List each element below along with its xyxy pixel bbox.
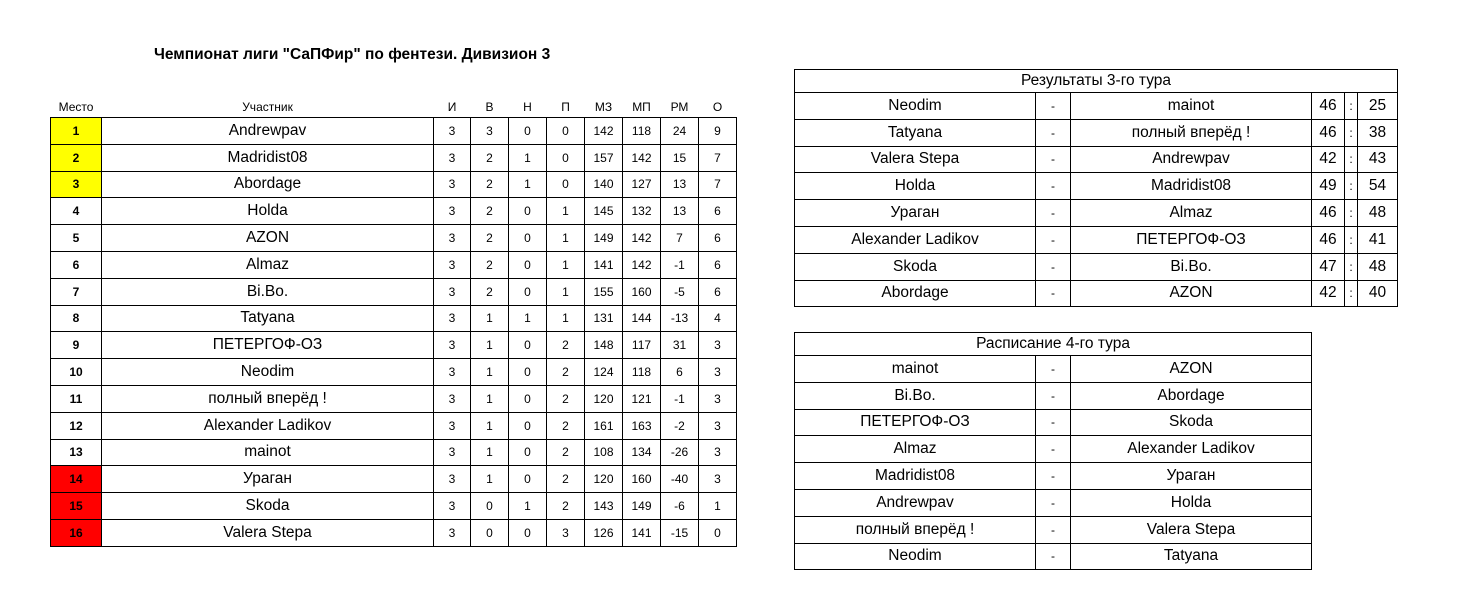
losses-cell: 1 [547, 278, 585, 305]
wins-cell: 0 [471, 493, 509, 520]
draws-cell: 0 [509, 385, 547, 412]
home-team-cell: mainot [795, 356, 1036, 383]
goals-against-cell: 118 [623, 118, 661, 145]
draws-cell: 0 [509, 412, 547, 439]
away-team-cell: Bi.Bo. [1071, 253, 1312, 280]
header-wins: В [485, 99, 494, 114]
place-cell: 10 [51, 359, 102, 386]
results-title: Результаты 3-го тура [795, 70, 1398, 93]
participant-cell: Almaz [102, 251, 434, 278]
separator-cell: - [1036, 253, 1071, 280]
schedule-row [795, 543, 1312, 570]
colon-cell: : [1345, 200, 1358, 227]
result-row [795, 200, 1398, 227]
goal-diff-cell: -6 [661, 493, 699, 520]
header-losses: П [561, 99, 570, 114]
away-team-cell: ПЕТЕРГОФ-ОЗ [1071, 226, 1312, 253]
place-cell: 3 [51, 171, 102, 198]
goals-against-cell: 142 [623, 251, 661, 278]
draws-cell: 1 [509, 171, 547, 198]
goal-diff-cell: -1 [661, 385, 699, 412]
participant-cell: Tatyana [102, 305, 434, 332]
colon-cell: : [1345, 173, 1358, 200]
separator-cell: - [1036, 356, 1071, 383]
place-cell: 14 [51, 466, 102, 493]
separator-cell: - [1036, 382, 1071, 409]
header-games: И [447, 99, 457, 114]
page-title: Чемпионат лиги "СаПФир" по фентези. Дивизион 3 [154, 46, 551, 63]
place-cell: 5 [51, 225, 102, 252]
wins-cell: 2 [471, 171, 509, 198]
away-team-cell: Skoda [1071, 409, 1312, 436]
draws-cell: 0 [509, 225, 547, 252]
separator-cell: - [1036, 200, 1071, 227]
schedule-row [795, 516, 1312, 543]
home-team-cell: Madridist08 [795, 463, 1036, 490]
standings-row [51, 439, 737, 466]
place-cell: 13 [51, 439, 102, 466]
goal-diff-cell: 7 [661, 225, 699, 252]
goal-diff-cell: -40 [661, 466, 699, 493]
away-team-cell: Almaz [1071, 200, 1312, 227]
colon-cell: : [1345, 119, 1358, 146]
home-team-cell: ПЕТЕРГОФ-ОЗ [795, 409, 1036, 436]
away-score-cell: 40 [1358, 280, 1398, 307]
home-team-cell: Abordage [795, 280, 1036, 307]
draws-cell: 0 [509, 118, 547, 145]
goal-diff-cell: 31 [661, 332, 699, 359]
result-row [795, 253, 1398, 280]
goals-for-cell: 126 [585, 519, 623, 546]
colon-cell: : [1345, 93, 1358, 120]
wins-cell: 2 [471, 144, 509, 171]
away-team-cell: Abordage [1071, 382, 1312, 409]
wins-cell: 1 [471, 359, 509, 386]
wins-cell: 2 [471, 251, 509, 278]
home-team-cell: Holda [795, 173, 1036, 200]
goals-against-cell: 127 [623, 171, 661, 198]
points-cell: 7 [699, 144, 737, 171]
header-place: Место [58, 99, 94, 114]
games-cell: 3 [434, 359, 471, 386]
goals-against-cell: 160 [623, 466, 661, 493]
games-cell: 3 [434, 493, 471, 520]
participant-cell: Andrewpav [102, 118, 434, 145]
losses-cell: 2 [547, 332, 585, 359]
home-team-cell: Neodim [795, 93, 1036, 120]
points-cell: 9 [699, 118, 737, 145]
participant-cell: Abordage [102, 171, 434, 198]
colon-cell: : [1345, 226, 1358, 253]
goals-against-cell: 132 [623, 198, 661, 225]
losses-cell: 1 [547, 251, 585, 278]
games-cell: 3 [434, 118, 471, 145]
losses-cell: 0 [547, 118, 585, 145]
result-row [795, 280, 1398, 307]
games-cell: 3 [434, 251, 471, 278]
away-team-cell: Alexander Ladikov [1071, 436, 1312, 463]
schedule-row [795, 463, 1312, 490]
home-team-cell: Bi.Bo. [795, 382, 1036, 409]
games-cell: 3 [434, 171, 471, 198]
goals-against-cell: 121 [623, 385, 661, 412]
goals-against-cell: 118 [623, 359, 661, 386]
goals-for-cell: 155 [585, 278, 623, 305]
participant-cell: Holda [102, 198, 434, 225]
place-cell: 6 [51, 251, 102, 278]
goals-for-cell: 143 [585, 493, 623, 520]
draws-cell: 0 [509, 439, 547, 466]
wins-cell: 1 [471, 466, 509, 493]
separator-cell: - [1036, 226, 1071, 253]
goals-for-cell: 142 [585, 118, 623, 145]
goals-against-cell: 163 [623, 412, 661, 439]
goals-against-cell: 117 [623, 332, 661, 359]
separator-cell: - [1036, 93, 1071, 120]
points-cell: 6 [699, 225, 737, 252]
separator-cell: - [1036, 463, 1071, 490]
draws-cell: 0 [509, 278, 547, 305]
participant-cell: Alexander Ladikov [102, 412, 434, 439]
header-goal-diff: РМ [670, 99, 689, 114]
participant-cell: Ураган [102, 466, 434, 493]
separator-cell: - [1036, 119, 1071, 146]
goals-for-cell: 140 [585, 171, 623, 198]
home-score-cell: 47 [1312, 253, 1345, 280]
standings-table [50, 96, 737, 547]
games-cell: 3 [434, 332, 471, 359]
draws-cell: 0 [509, 359, 547, 386]
schedule-row [795, 489, 1312, 516]
goal-diff-cell: -13 [661, 305, 699, 332]
home-score-cell: 42 [1312, 146, 1345, 173]
home-score-cell: 46 [1312, 226, 1345, 253]
draws-cell: 0 [509, 198, 547, 225]
standings-row [51, 278, 737, 305]
goals-for-cell: 131 [585, 305, 623, 332]
wins-cell: 2 [471, 278, 509, 305]
place-cell: 7 [51, 278, 102, 305]
points-cell: 3 [699, 412, 737, 439]
home-team-cell: Almaz [795, 436, 1036, 463]
goals-for-cell: 145 [585, 198, 623, 225]
points-cell: 3 [699, 439, 737, 466]
points-cell: 4 [699, 305, 737, 332]
games-cell: 3 [434, 144, 471, 171]
place-cell: 4 [51, 198, 102, 225]
standings-header [51, 96, 737, 118]
header-participant: Участник [242, 99, 293, 114]
home-score-cell: 46 [1312, 200, 1345, 227]
away-team-cell: mainot [1071, 93, 1312, 120]
goal-diff-cell: 13 [661, 171, 699, 198]
home-team-cell: Neodim [795, 543, 1036, 570]
goals-for-cell: 124 [585, 359, 623, 386]
standings-row [51, 144, 737, 171]
goal-diff-cell: 15 [661, 144, 699, 171]
points-cell: 3 [699, 359, 737, 386]
draws-cell: 0 [509, 251, 547, 278]
place-cell: 1 [51, 118, 102, 145]
standings-row [51, 198, 737, 225]
losses-cell: 2 [547, 493, 585, 520]
schedule-row [795, 436, 1312, 463]
standings-row [51, 385, 737, 412]
goal-diff-cell: -26 [661, 439, 699, 466]
draws-cell: 0 [509, 466, 547, 493]
participant-cell: Bi.Bo. [102, 278, 434, 305]
losses-cell: 1 [547, 305, 585, 332]
home-team-cell: Ураган [795, 200, 1036, 227]
losses-cell: 2 [547, 466, 585, 493]
participant-cell: Skoda [102, 493, 434, 520]
header-draws: Н [523, 99, 532, 114]
points-cell: 3 [699, 385, 737, 412]
result-row [795, 119, 1398, 146]
points-cell: 6 [699, 251, 737, 278]
header-points: О [712, 99, 723, 114]
standings-row [51, 466, 737, 493]
games-cell: 3 [434, 466, 471, 493]
participant-cell: AZON [102, 225, 434, 252]
goals-for-cell: 161 [585, 412, 623, 439]
goal-diff-cell: -15 [661, 519, 699, 546]
separator-cell: - [1036, 489, 1071, 516]
goals-for-cell: 120 [585, 385, 623, 412]
participant-cell: полный вперёд ! [102, 385, 434, 412]
home-team-cell: Valera Stepa [795, 146, 1036, 173]
schedule-row [795, 382, 1312, 409]
wins-cell: 1 [471, 385, 509, 412]
away-score-cell: 38 [1358, 119, 1398, 146]
colon-cell: : [1345, 146, 1358, 173]
draws-cell: 0 [509, 332, 547, 359]
schedule-row [795, 356, 1312, 383]
separator-cell: - [1036, 146, 1071, 173]
schedule-row [795, 409, 1312, 436]
away-score-cell: 41 [1358, 226, 1398, 253]
losses-cell: 2 [547, 359, 585, 386]
home-team-cell: Alexander Ladikov [795, 226, 1036, 253]
away-score-cell: 48 [1358, 200, 1398, 227]
colon-cell: : [1345, 280, 1358, 307]
goals-against-cell: 144 [623, 305, 661, 332]
participant-cell: ПЕТЕРГОФ-ОЗ [102, 332, 434, 359]
result-row [795, 173, 1398, 200]
goal-diff-cell: -5 [661, 278, 699, 305]
schedule-title: Расписание 4-го тура [795, 333, 1312, 356]
goals-for-cell: 120 [585, 466, 623, 493]
place-cell: 8 [51, 305, 102, 332]
games-cell: 3 [434, 439, 471, 466]
wins-cell: 1 [471, 332, 509, 359]
goals-against-cell: 134 [623, 439, 661, 466]
away-team-cell: AZON [1071, 280, 1312, 307]
standings-row [51, 519, 737, 546]
away-team-cell: Madridist08 [1071, 173, 1312, 200]
losses-cell: 1 [547, 225, 585, 252]
goals-for-cell: 149 [585, 225, 623, 252]
wins-cell: 2 [471, 225, 509, 252]
games-cell: 3 [434, 225, 471, 252]
result-row [795, 226, 1398, 253]
standings-row [51, 412, 737, 439]
home-team-cell: Tatyana [795, 119, 1036, 146]
wins-cell: 1 [471, 412, 509, 439]
participant-cell: Neodim [102, 359, 434, 386]
place-cell: 11 [51, 385, 102, 412]
goal-diff-cell: -2 [661, 412, 699, 439]
draws-cell: 0 [509, 519, 547, 546]
home-score-cell: 46 [1312, 93, 1345, 120]
draws-cell: 1 [509, 493, 547, 520]
separator-cell: - [1036, 409, 1071, 436]
results-table [794, 69, 1398, 307]
home-score-cell: 42 [1312, 280, 1345, 307]
colon-cell: : [1345, 253, 1358, 280]
place-cell: 9 [51, 332, 102, 359]
wins-cell: 0 [471, 519, 509, 546]
place-cell: 16 [51, 519, 102, 546]
standings-row [51, 332, 737, 359]
home-score-cell: 49 [1312, 173, 1345, 200]
away-team-cell: Ураган [1071, 463, 1312, 490]
place-cell: 15 [51, 493, 102, 520]
away-team-cell: AZON [1071, 356, 1312, 383]
games-cell: 3 [434, 412, 471, 439]
away-team-cell: Tatyana [1071, 543, 1312, 570]
away-team-cell: Holda [1071, 489, 1312, 516]
goals-against-cell: 149 [623, 493, 661, 520]
games-cell: 3 [434, 385, 471, 412]
goals-against-cell: 160 [623, 278, 661, 305]
points-cell: 3 [699, 332, 737, 359]
wins-cell: 1 [471, 305, 509, 332]
standings-row [51, 359, 737, 386]
home-score-cell: 46 [1312, 119, 1345, 146]
separator-cell: - [1036, 173, 1071, 200]
wins-cell: 3 [471, 118, 509, 145]
away-score-cell: 48 [1358, 253, 1398, 280]
losses-cell: 1 [547, 198, 585, 225]
losses-cell: 0 [547, 171, 585, 198]
losses-cell: 2 [547, 439, 585, 466]
participant-cell: Madridist08 [102, 144, 434, 171]
points-cell: 1 [699, 493, 737, 520]
goals-against-cell: 141 [623, 519, 661, 546]
standings-row [51, 225, 737, 252]
points-cell: 6 [699, 278, 737, 305]
goal-diff-cell: 24 [661, 118, 699, 145]
games-cell: 3 [434, 198, 471, 225]
wins-cell: 1 [471, 439, 509, 466]
goals-for-cell: 148 [585, 332, 623, 359]
away-score-cell: 43 [1358, 146, 1398, 173]
games-cell: 3 [434, 278, 471, 305]
goals-against-cell: 142 [623, 225, 661, 252]
points-cell: 0 [699, 519, 737, 546]
place-cell: 2 [51, 144, 102, 171]
losses-cell: 3 [547, 519, 585, 546]
place-cell: 12 [51, 412, 102, 439]
away-score-cell: 25 [1358, 93, 1398, 120]
games-cell: 3 [434, 305, 471, 332]
away-score-cell: 54 [1358, 173, 1398, 200]
goal-diff-cell: 13 [661, 198, 699, 225]
goals-for-cell: 141 [585, 251, 623, 278]
losses-cell: 2 [547, 412, 585, 439]
goals-for-cell: 157 [585, 144, 623, 171]
result-row [795, 93, 1398, 120]
draws-cell: 1 [509, 144, 547, 171]
home-team-cell: Skoda [795, 253, 1036, 280]
points-cell: 7 [699, 171, 737, 198]
goal-diff-cell: -1 [661, 251, 699, 278]
standings-row [51, 171, 737, 198]
goals-against-cell: 142 [623, 144, 661, 171]
away-team-cell: полный вперёд ! [1071, 119, 1312, 146]
goals-for-cell: 108 [585, 439, 623, 466]
schedule-table [794, 332, 1312, 570]
participant-cell: mainot [102, 439, 434, 466]
separator-cell: - [1036, 516, 1071, 543]
home-team-cell: Andrewpav [795, 489, 1036, 516]
participant-cell: Valera Stepa [102, 519, 434, 546]
away-team-cell: Valera Stepa [1071, 516, 1312, 543]
standings-row [51, 493, 737, 520]
losses-cell: 2 [547, 385, 585, 412]
points-cell: 6 [699, 198, 737, 225]
home-team-cell: полный вперёд ! [795, 516, 1036, 543]
standings-row [51, 251, 737, 278]
wins-cell: 2 [471, 198, 509, 225]
header-goals-against: МП [632, 99, 651, 114]
result-row [795, 146, 1398, 173]
separator-cell: - [1036, 543, 1071, 570]
away-team-cell: Andrewpav [1071, 146, 1312, 173]
losses-cell: 0 [547, 144, 585, 171]
standings-row [51, 118, 737, 145]
header-goals-for: МЗ [594, 99, 613, 114]
standings-row [51, 305, 737, 332]
separator-cell: - [1036, 436, 1071, 463]
goal-diff-cell: 6 [661, 359, 699, 386]
draws-cell: 1 [509, 305, 547, 332]
separator-cell: - [1036, 280, 1071, 307]
points-cell: 3 [699, 466, 737, 493]
games-cell: 3 [434, 519, 471, 546]
